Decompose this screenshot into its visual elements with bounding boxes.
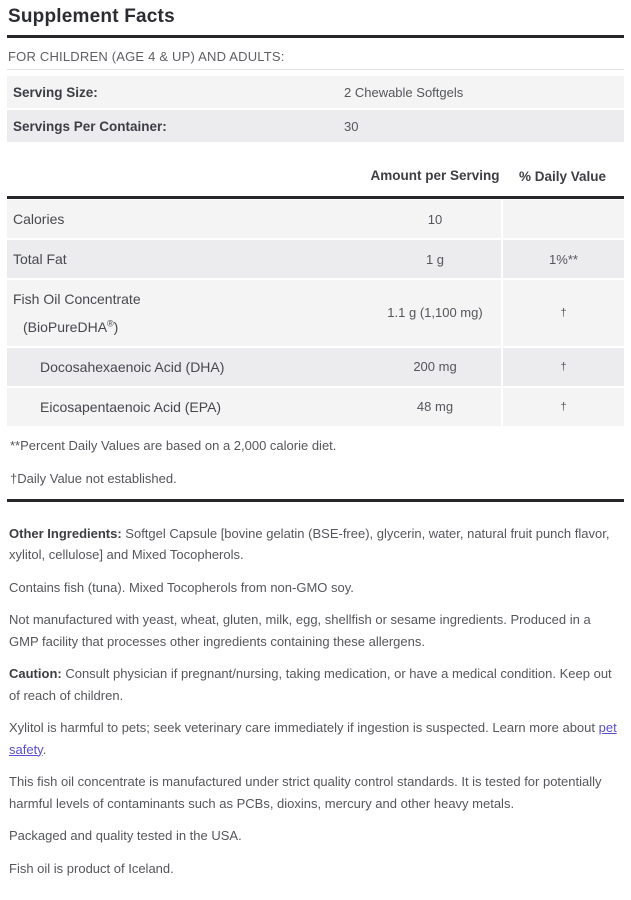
percent-dv-footnote: **Percent Daily Values are based on a 2,000 calorie diet.	[10, 437, 337, 453]
table-row-calories	[7, 200, 624, 238]
epa-amount: 48 mg	[416, 399, 454, 415]
epa-dv: †	[501, 388, 624, 426]
serving-size-label: Serving Size:	[13, 84, 98, 100]
product-of-iceland-paragraph: Fish oil is product of Iceland.	[9, 860, 174, 876]
footnotes	[7, 436, 624, 489]
registered-trademark-symbol: ®	[107, 318, 114, 328]
servings-per-container-value: 30	[344, 118, 359, 134]
serving-size-value: 2 Chewable Softgels	[344, 84, 464, 100]
calories-amount: 10	[427, 211, 443, 227]
fish-oil-dv: †	[501, 280, 624, 346]
allergen-paragraph: Not manufactured with yeast, wheat, gluten, milk, egg, shellfish or sesame ingredients. Produced in a GMP facility that processes other ingredients containing these allergens.	[9, 612, 591, 649]
caution-lead: Caution:	[9, 666, 62, 682]
dv-not-established-footnote: †Daily Value not established.	[10, 470, 177, 486]
servings-per-container-label: Servings Per Container:	[13, 118, 167, 134]
table-row-fish-oil-concentrate	[7, 280, 624, 346]
epa-label: Eicosapentaenoic Acid (EPA)	[40, 398, 222, 415]
xylitol-warning-paragraph: Xylitol is harmful to pets; seek veterinary care immediately if ingestion is suspected. Learn more about pet safety.	[9, 720, 617, 757]
table-row-total-fat	[7, 240, 624, 278]
info-paragraphs	[7, 523, 624, 880]
total-fat-label: Total Fat	[13, 251, 67, 267]
servings-per-container-row	[7, 110, 624, 142]
table-row-epa	[7, 388, 624, 426]
dha-dv: †	[501, 348, 624, 386]
total-fat-dv: 1%**	[501, 240, 624, 278]
total-fat-amount: 1 g	[425, 251, 445, 267]
contains-fish-paragraph: Contains fish (tuna). Mixed Tocopherols from non-GMO soy.	[9, 579, 354, 595]
fish-oil-label: Fish Oil Concentrate (BioPureDHA®)	[13, 291, 141, 335]
dha-amount: 200 mg	[413, 359, 457, 375]
calories-dv	[501, 200, 624, 238]
caution-paragraph: Caution: Consult physician if pregnant/nursing, taking medication, or have a medical condition. Keep out of reach of children.	[9, 666, 612, 703]
quality-control-paragraph: This fish oil concentrate is manufactured under strict quality control standards. It is tested for potentially harmful levels of contaminants such as PCBs, dioxins, mercury and other heavy metals.	[9, 774, 602, 811]
serving-size-row	[7, 76, 624, 108]
dha-label: Docosahexaenoic Acid (DHA)	[40, 358, 225, 375]
other-ingredients-lead: Other Ingredients:	[9, 525, 122, 541]
calories-label: Calories	[13, 211, 65, 227]
title-divider	[7, 35, 624, 38]
packaged-usa-paragraph: Packaged and quality tested in the USA.	[9, 828, 242, 844]
pet-safety-link[interactable]: pet safety	[9, 720, 617, 757]
nutrition-table-body	[7, 200, 624, 426]
table-row-dha	[7, 348, 624, 386]
amount-per-serving-header: Amount per Serving	[370, 168, 500, 183]
other-ingredients-paragraph: Other Ingredients: Softgel Capsule [bovine gelatin (BSE-free), glycerin, water, natural fruit punch flavor, xylitol, cellulose] and Mixed Tocopherols.	[9, 525, 610, 563]
table-header-divider	[7, 196, 624, 199]
table-bottom-divider	[7, 499, 624, 502]
daily-value-header: % Daily Value	[518, 168, 607, 184]
nutrition-table-header	[7, 165, 624, 187]
page-title: Supplement Facts	[8, 6, 175, 27]
audience-note: FOR CHILDREN (AGE 4 & UP) AND ADULTS:	[8, 49, 285, 64]
subtitle-divider	[7, 69, 624, 70]
serving-info	[7, 76, 624, 142]
fish-oil-amount: 1.1 g (1,100 mg)	[387, 305, 483, 321]
fish-oil-brand: (BioPureDHA®)	[23, 318, 119, 335]
